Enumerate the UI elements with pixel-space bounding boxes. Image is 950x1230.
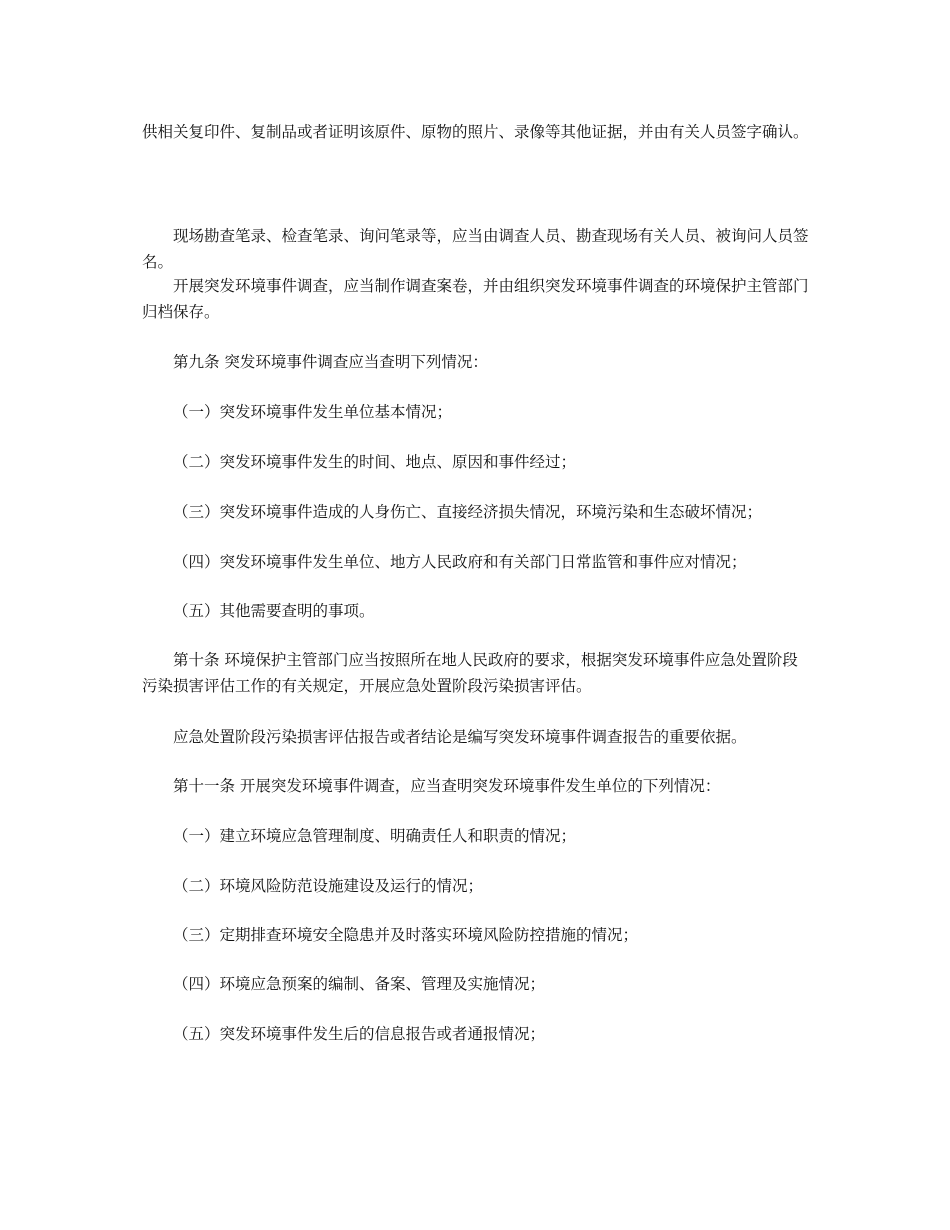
paragraph-investigation-file: 开展突发环境事件调查，应当制作调查案卷，并由组织突发环境事件调查的环境保护主管部门归档保存。 xyxy=(142,277,809,321)
article-10-paragraph: 第十条 环境保护主管部门应当按照所在地人民政府的要求，根据突发环境事件应急处置阶段污染损害评估工作的有关规定，开展应急处置阶段污染损害评估。 xyxy=(142,651,798,695)
article-9-heading: 第九条 突发环境事件调查应当查明下列情况： xyxy=(173,353,488,371)
article-10-basis-paragraph: 应急处置阶段污染损害评估报告或者结论是编写突发环境事件调查报告的重要依据。 xyxy=(173,728,747,746)
article-9-item-5: （五）其他需要查明的事项。 xyxy=(173,602,375,620)
article-11-item-1: （一）建立环境应急管理制度、明确责任人和职责的情况； xyxy=(173,827,577,845)
article-11-item-2: （二）环境风险防范设施建设及运行的情况； xyxy=(173,877,484,895)
article-11-item-5: （五）突发环境事件发生后的信息报告或者通报情况； xyxy=(173,1025,546,1043)
article-9-item-3: （三）突发环境事件造成的人身伤亡、直接经济损失情况，环境污染和生态破坏情况； xyxy=(173,503,763,521)
article-11-item-3: （三）定期排查环境安全隐患并及时落实环境风险防控措施的情况； xyxy=(173,926,639,944)
paragraph-record-signature: 现场勘查笔录、检查笔录、询问笔录等，应当由调查人员、勘查现场有关人员、被询问人员签名。 xyxy=(142,227,809,271)
article-11-item-4: （四）环境应急预案的编制、备案、管理及实施情况； xyxy=(173,975,546,993)
paragraph-evidence-continuation: 供相关复印件、复制品或者证明该原件、原物的照片、录像等其他证据，并由有关人员签字确认。 xyxy=(142,123,809,141)
article-9-item-2: （二）突发环境事件发生的时间、地点、原因和事件经过； xyxy=(173,453,577,471)
article-9-item-1: （一）突发环境事件发生单位基本情况； xyxy=(173,403,453,421)
article-11-heading: 第十一条 开展突发环境事件调查，应当查明突发环境事件发生单位的下列情况： xyxy=(173,777,721,795)
article-9-item-4: （四）突发环境事件发生单位、地方人民政府和有关部门日常监管和事件应对情况； xyxy=(173,553,747,571)
